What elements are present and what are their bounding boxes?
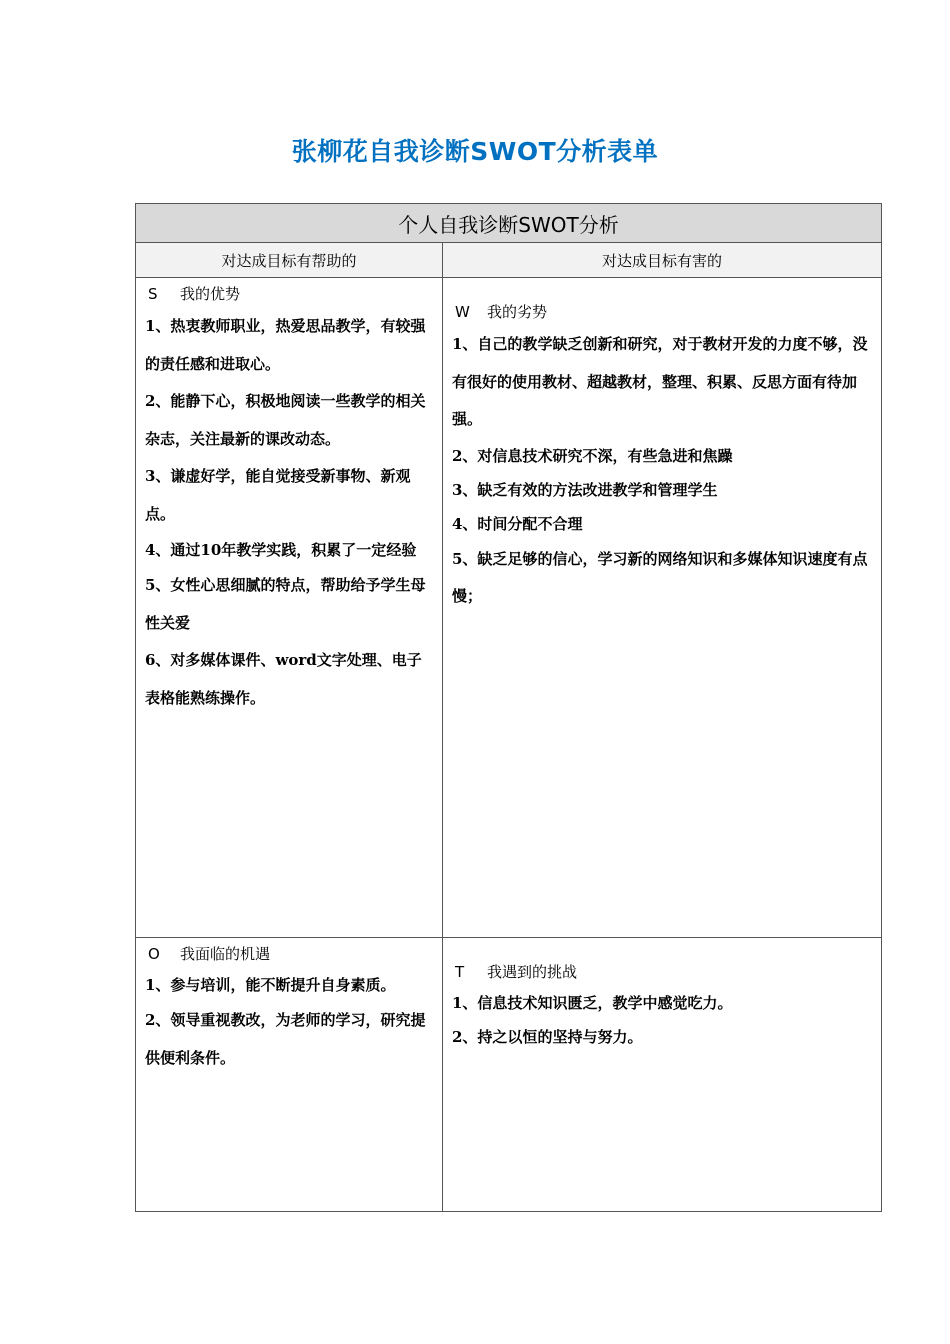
strength-item-3: 3、谦虚好学，能自觉接受新事物、新观点。 bbox=[145, 467, 411, 523]
opportunity-item-2: 2、领导重视教改，为老师的学习，研究提供便利条件。 bbox=[145, 1011, 426, 1067]
weaknesses-cell bbox=[443, 278, 882, 938]
opportunities-letter: O bbox=[148, 945, 160, 963]
weakness-item-4: 4、时间分配不合理 bbox=[452, 514, 583, 533]
strength-item-1: 1、热衷教师职业，热爱思品教学，有较强的责任感和进取心。 bbox=[145, 317, 426, 373]
threats-label bbox=[452, 960, 874, 984]
weaknesses-letter: W bbox=[455, 303, 470, 321]
sw-row bbox=[136, 278, 882, 938]
threats-cell bbox=[443, 938, 882, 1212]
weakness-item-3: 3、缺乏有效的方法改进教学和管理学生 bbox=[452, 480, 718, 499]
weakness-item-2: 2、对信息技术研究不深，有些急进和焦躁 bbox=[452, 446, 733, 465]
threat-item-1: 1、信息技术知识匮乏，教学中感觉吃力。 bbox=[452, 994, 733, 1012]
column-heading-harmful: 对达成目标有害的 bbox=[443, 243, 882, 278]
opportunities-cell bbox=[136, 938, 443, 1212]
opportunities-label bbox=[145, 942, 435, 966]
swot-table bbox=[135, 203, 882, 1212]
strengths-letter: S bbox=[148, 285, 158, 303]
weakness-item-5: 5、缺乏足够的信心，学习新的网络知识和多媒体知识速度有点慢； bbox=[452, 549, 868, 605]
strengths-label bbox=[145, 282, 435, 306]
opportunity-item-1: 1、参与培训，能不断提升自身素质。 bbox=[145, 976, 396, 994]
column-heading-helpful: 对达成目标有帮助的 bbox=[136, 243, 443, 278]
weaknesses-title: 我的劣势 bbox=[487, 303, 548, 321]
ot-row bbox=[136, 938, 882, 1212]
threats-title: 我遇到的挑战 bbox=[487, 963, 578, 981]
table-heading: 个人自我诊断SWOT分析 bbox=[136, 204, 882, 243]
opportunities-title: 我面临的机遇 bbox=[180, 945, 271, 963]
table-heading-row bbox=[136, 204, 882, 243]
strength-item-2: 2、能静下心，积极地阅读一些教学的相关杂志，关注最新的课改动态。 bbox=[145, 392, 426, 448]
strengths-title: 我的优势 bbox=[180, 285, 241, 303]
strengths-cell bbox=[136, 278, 443, 938]
strength-item-5: 5、女性心思细腻的特点，帮助给予学生母性关爱 bbox=[145, 576, 426, 632]
threats-letter: T bbox=[455, 963, 465, 981]
threat-item-2: 2、持之以恒的坚持与努力。 bbox=[452, 1028, 643, 1046]
strength-item-6: 6、对多媒体课件、word文字处理、电子表格能熟练操作。 bbox=[145, 651, 422, 707]
weakness-item-1: 1、自己的教学缺乏创新和研究，对于教材开发的力度不够，没有很好的使用教材、超越教材，整理、积累、反思方面有待加强。 bbox=[452, 335, 868, 428]
weaknesses-label bbox=[452, 300, 874, 324]
column-heading-row bbox=[136, 243, 882, 278]
strength-item-4: 4、通过10年教学实践，积累了一定经验 bbox=[145, 541, 417, 559]
document-title: 张柳花自我诊断SWOT分析表单 bbox=[291, 137, 659, 166]
